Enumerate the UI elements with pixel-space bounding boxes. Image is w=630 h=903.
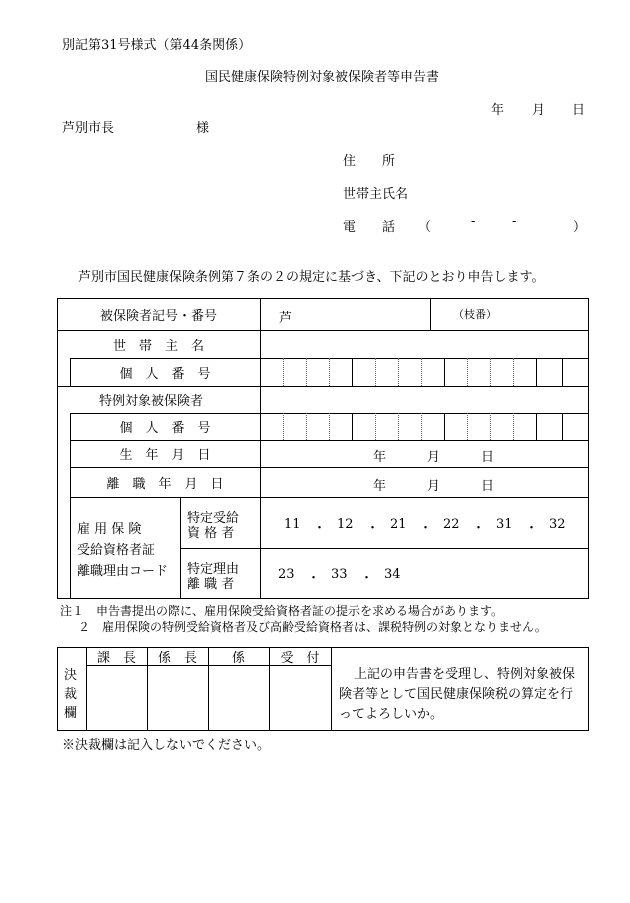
phone-dash-1: -	[471, 214, 476, 229]
specific-recipient-label-1: 特定受給	[187, 511, 240, 526]
special-insured-personal-number-label: 個 人 番 号	[119, 421, 211, 436]
approval-label-1: 決	[64, 668, 78, 683]
note-1: 注１ 申告書提出の際に、雇用保険受給資格者証の提示を求める場合があります。	[60, 604, 504, 618]
code-12[interactable]: 12	[337, 517, 354, 532]
employment-insurance-label-3: 離職理由コード	[77, 564, 169, 579]
approval-message-3: ってよろしいか。	[339, 707, 444, 722]
code-separator: ・	[525, 521, 539, 536]
approval-col-section-chief: 課 長	[96, 650, 136, 666]
code-32[interactable]: 32	[549, 517, 566, 532]
code-23[interactable]: 23	[278, 567, 295, 582]
note-2: ２ 雇用保険の特例受給資格者及び高齢受給資格者は、課税特例の対象となりません。	[78, 620, 547, 634]
approval-col-reception: 受 付	[280, 650, 320, 666]
addressee: 芦別市長	[62, 121, 115, 136]
retirement-month: 月	[427, 479, 441, 494]
householder-name-field[interactable]	[260, 330, 589, 358]
code-separator: ・	[360, 571, 374, 586]
householder-name-row-label: 世 帯 主 名	[112, 338, 204, 354]
branch-number-label: （枝番）	[453, 308, 497, 321]
birth-date-label: 生 年 月 日	[119, 448, 211, 463]
retirement-year: 年	[373, 479, 387, 494]
date-month: 月	[532, 103, 546, 118]
code-separator: ・	[307, 571, 321, 586]
code-31[interactable]: 31	[496, 517, 513, 532]
employment-insurance-label-2: 受給資格者証	[77, 543, 156, 558]
specific-recipient-label-2: 資 格 者	[187, 526, 235, 541]
phone-label: 電 話	[343, 220, 396, 235]
code-34[interactable]: 34	[384, 567, 401, 582]
address-label: 住 所	[343, 154, 396, 169]
specific-reason-label-2: 離 職 者	[187, 577, 235, 592]
specific-reason-label-1: 特定理由	[187, 562, 240, 577]
code-separator: ・	[419, 521, 433, 536]
retirement-day: 日	[481, 479, 495, 494]
approval-message-1: 上記の申告書を受理し、特例対象被保	[354, 667, 576, 682]
code-22[interactable]: 22	[443, 517, 460, 532]
code-33[interactable]: 33	[331, 567, 348, 582]
form-title: 国民健康保険特例対象被保険者等申告書	[205, 70, 440, 85]
date-day: 日	[572, 103, 586, 118]
insured-code-label: 被保険者記号・番号	[99, 308, 217, 324]
statement: 芦別市国民健康保険条例第７条の２の規定に基づき、下記のとおり申告します。	[78, 270, 545, 285]
birth-day: 日	[481, 450, 495, 465]
branch-number-field[interactable]	[430, 298, 589, 330]
code-21[interactable]: 21	[390, 517, 407, 532]
birth-year: 年	[373, 450, 387, 465]
approval-col-staff: 係	[231, 650, 245, 666]
householder-name-label: 世帯主氏名	[343, 187, 409, 202]
footer-note: ※決裁欄は記入しないでください。	[62, 738, 271, 753]
phone-dash-2: -	[512, 214, 517, 229]
date-year: 年	[491, 103, 505, 118]
code-separator: ・	[313, 521, 327, 536]
householder-personal-number-label: 個 人 番 号	[119, 366, 211, 382]
birth-month: 月	[427, 450, 441, 465]
form-number: 別記第31号様式（第44条関係）	[62, 38, 252, 53]
code-separator: ・	[472, 521, 486, 536]
approval-message-2: 険者等として国民健康保険税の算定を行	[339, 687, 574, 702]
code-11[interactable]: 11	[284, 517, 301, 532]
employment-insurance-label-1: 雇 用 保 険	[77, 522, 142, 537]
approval-label-3: 欄	[64, 706, 78, 721]
retirement-date-label: 離 職 年 月 日	[106, 476, 224, 492]
insured-code-prefix: 芦	[279, 311, 293, 326]
phone-close-paren: ）	[573, 220, 587, 235]
approval-col-subsection-chief: 係 長	[157, 650, 197, 666]
honorific: 様	[196, 121, 210, 136]
special-insured-label: 特例対象被保険者	[99, 394, 204, 409]
code-separator: ・	[366, 521, 380, 536]
approval-label-2: 裁	[64, 687, 78, 702]
phone-open-paren: （	[418, 220, 432, 235]
